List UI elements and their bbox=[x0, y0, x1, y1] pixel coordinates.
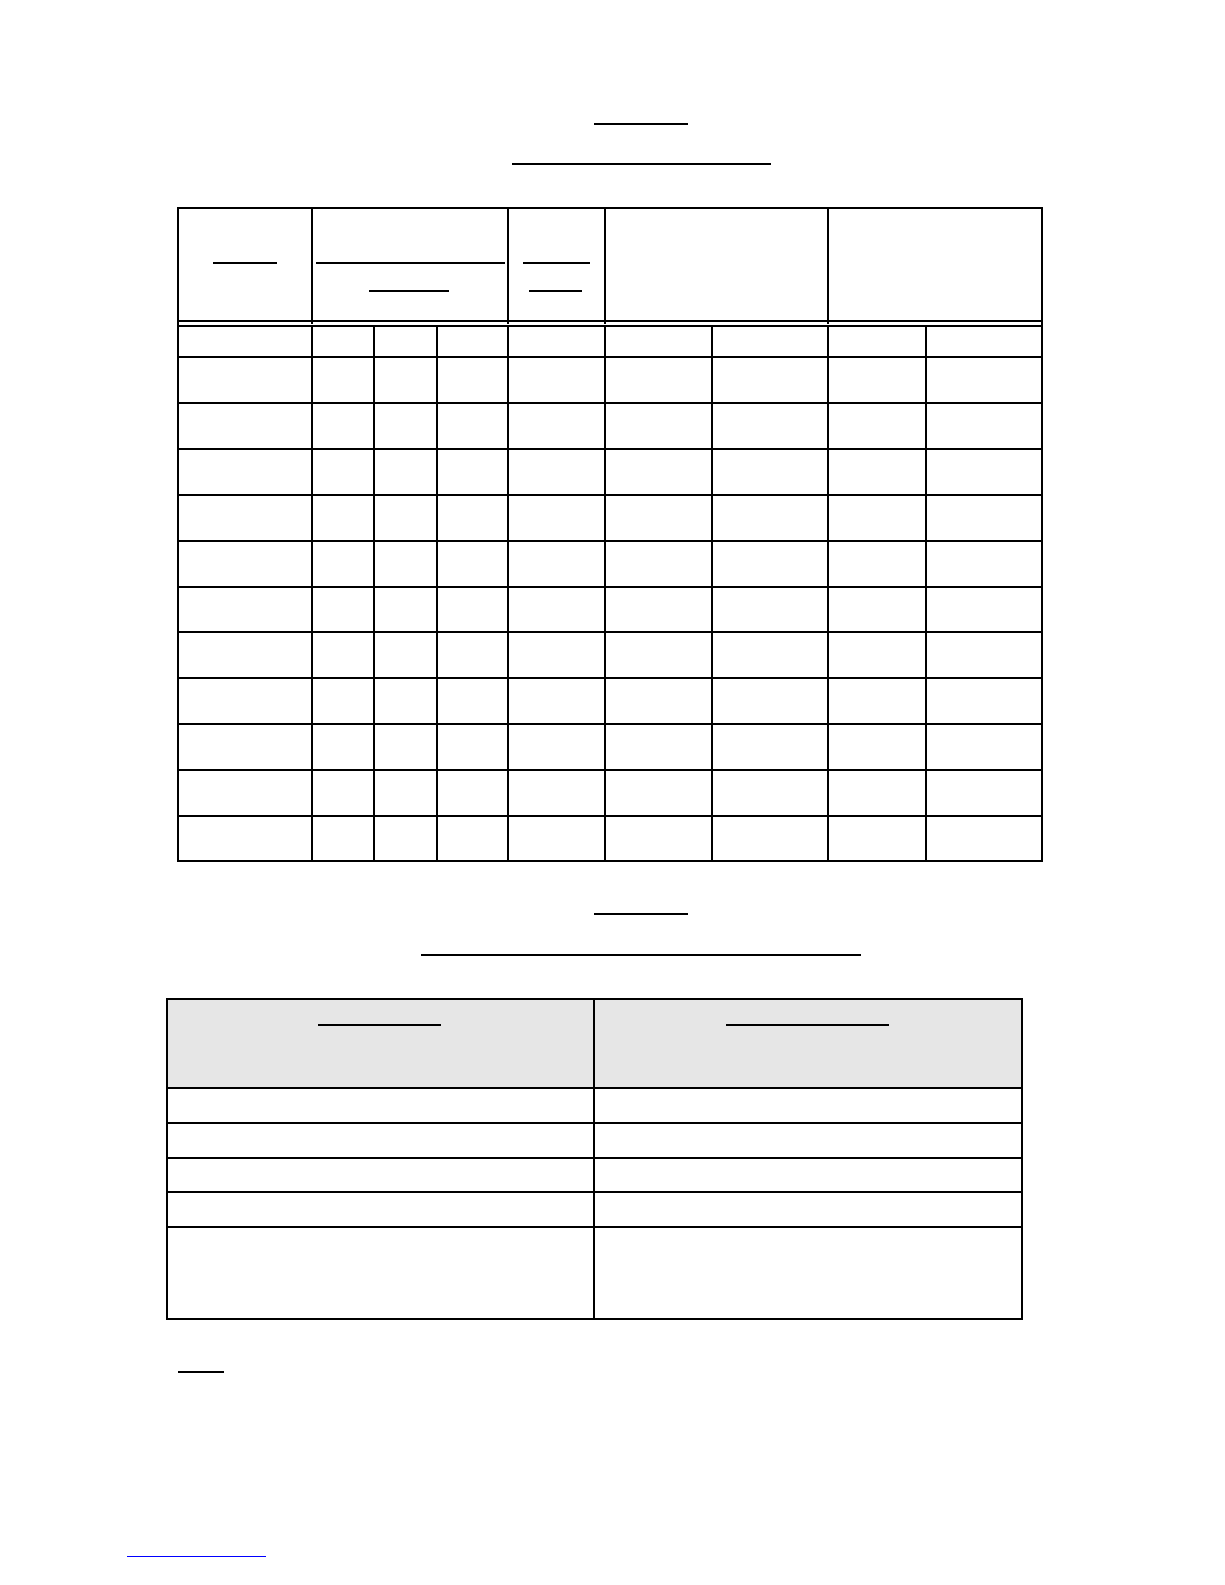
table2-row-divider bbox=[166, 1191, 1023, 1193]
table1 bbox=[177, 207, 1043, 862]
table1-column-divider bbox=[604, 325, 606, 862]
table1-header-underline bbox=[213, 262, 277, 264]
table1-subtitle-underline bbox=[512, 163, 771, 165]
table1-row-divider bbox=[177, 402, 1043, 404]
table2-header-underline bbox=[318, 1024, 441, 1026]
table2-row-divider bbox=[166, 1087, 1023, 1089]
table1-column-divider bbox=[827, 325, 829, 862]
table1-column-divider bbox=[373, 325, 375, 862]
table1-header-double-rule bbox=[177, 325, 1043, 327]
table1-header-divider bbox=[507, 207, 509, 324]
table1-row-divider bbox=[177, 677, 1043, 679]
table1-row-divider bbox=[177, 448, 1043, 450]
table1-column-divider bbox=[436, 325, 438, 862]
table1-row-divider bbox=[177, 815, 1043, 817]
table1-header-underline bbox=[369, 290, 449, 292]
note-label-underline bbox=[178, 1371, 224, 1373]
table1-column-divider bbox=[311, 325, 313, 862]
table2-row-divider bbox=[166, 1226, 1023, 1228]
table1-header-divider bbox=[311, 207, 313, 324]
table1-column-divider bbox=[711, 325, 713, 862]
table1-row-divider bbox=[177, 494, 1043, 496]
table2-column-divider bbox=[593, 998, 595, 1320]
footnote-separator bbox=[127, 1556, 266, 1557]
table1-row-divider bbox=[177, 356, 1043, 358]
table1-header-divider bbox=[604, 207, 606, 324]
table1-header-underline bbox=[529, 290, 582, 292]
table1-title-underline bbox=[594, 123, 688, 125]
table2-row-divider bbox=[166, 1122, 1023, 1124]
table1-header-double-rule bbox=[177, 320, 1043, 322]
table1-header-underline bbox=[523, 262, 590, 264]
table1-row-divider bbox=[177, 586, 1043, 588]
table1-row-divider bbox=[177, 540, 1043, 542]
table2-row-divider bbox=[166, 1157, 1023, 1159]
table2-title-underline bbox=[594, 913, 688, 915]
table2-header-underline bbox=[726, 1024, 889, 1026]
table1-row-divider bbox=[177, 723, 1043, 725]
table2-subtitle-underline bbox=[421, 954, 861, 956]
table1-header-underline bbox=[316, 262, 505, 264]
table1-row-divider bbox=[177, 769, 1043, 771]
table1-column-divider bbox=[507, 325, 509, 862]
table1-row-divider bbox=[177, 631, 1043, 633]
table1-header-divider bbox=[827, 207, 829, 324]
table1-column-divider bbox=[925, 325, 927, 862]
